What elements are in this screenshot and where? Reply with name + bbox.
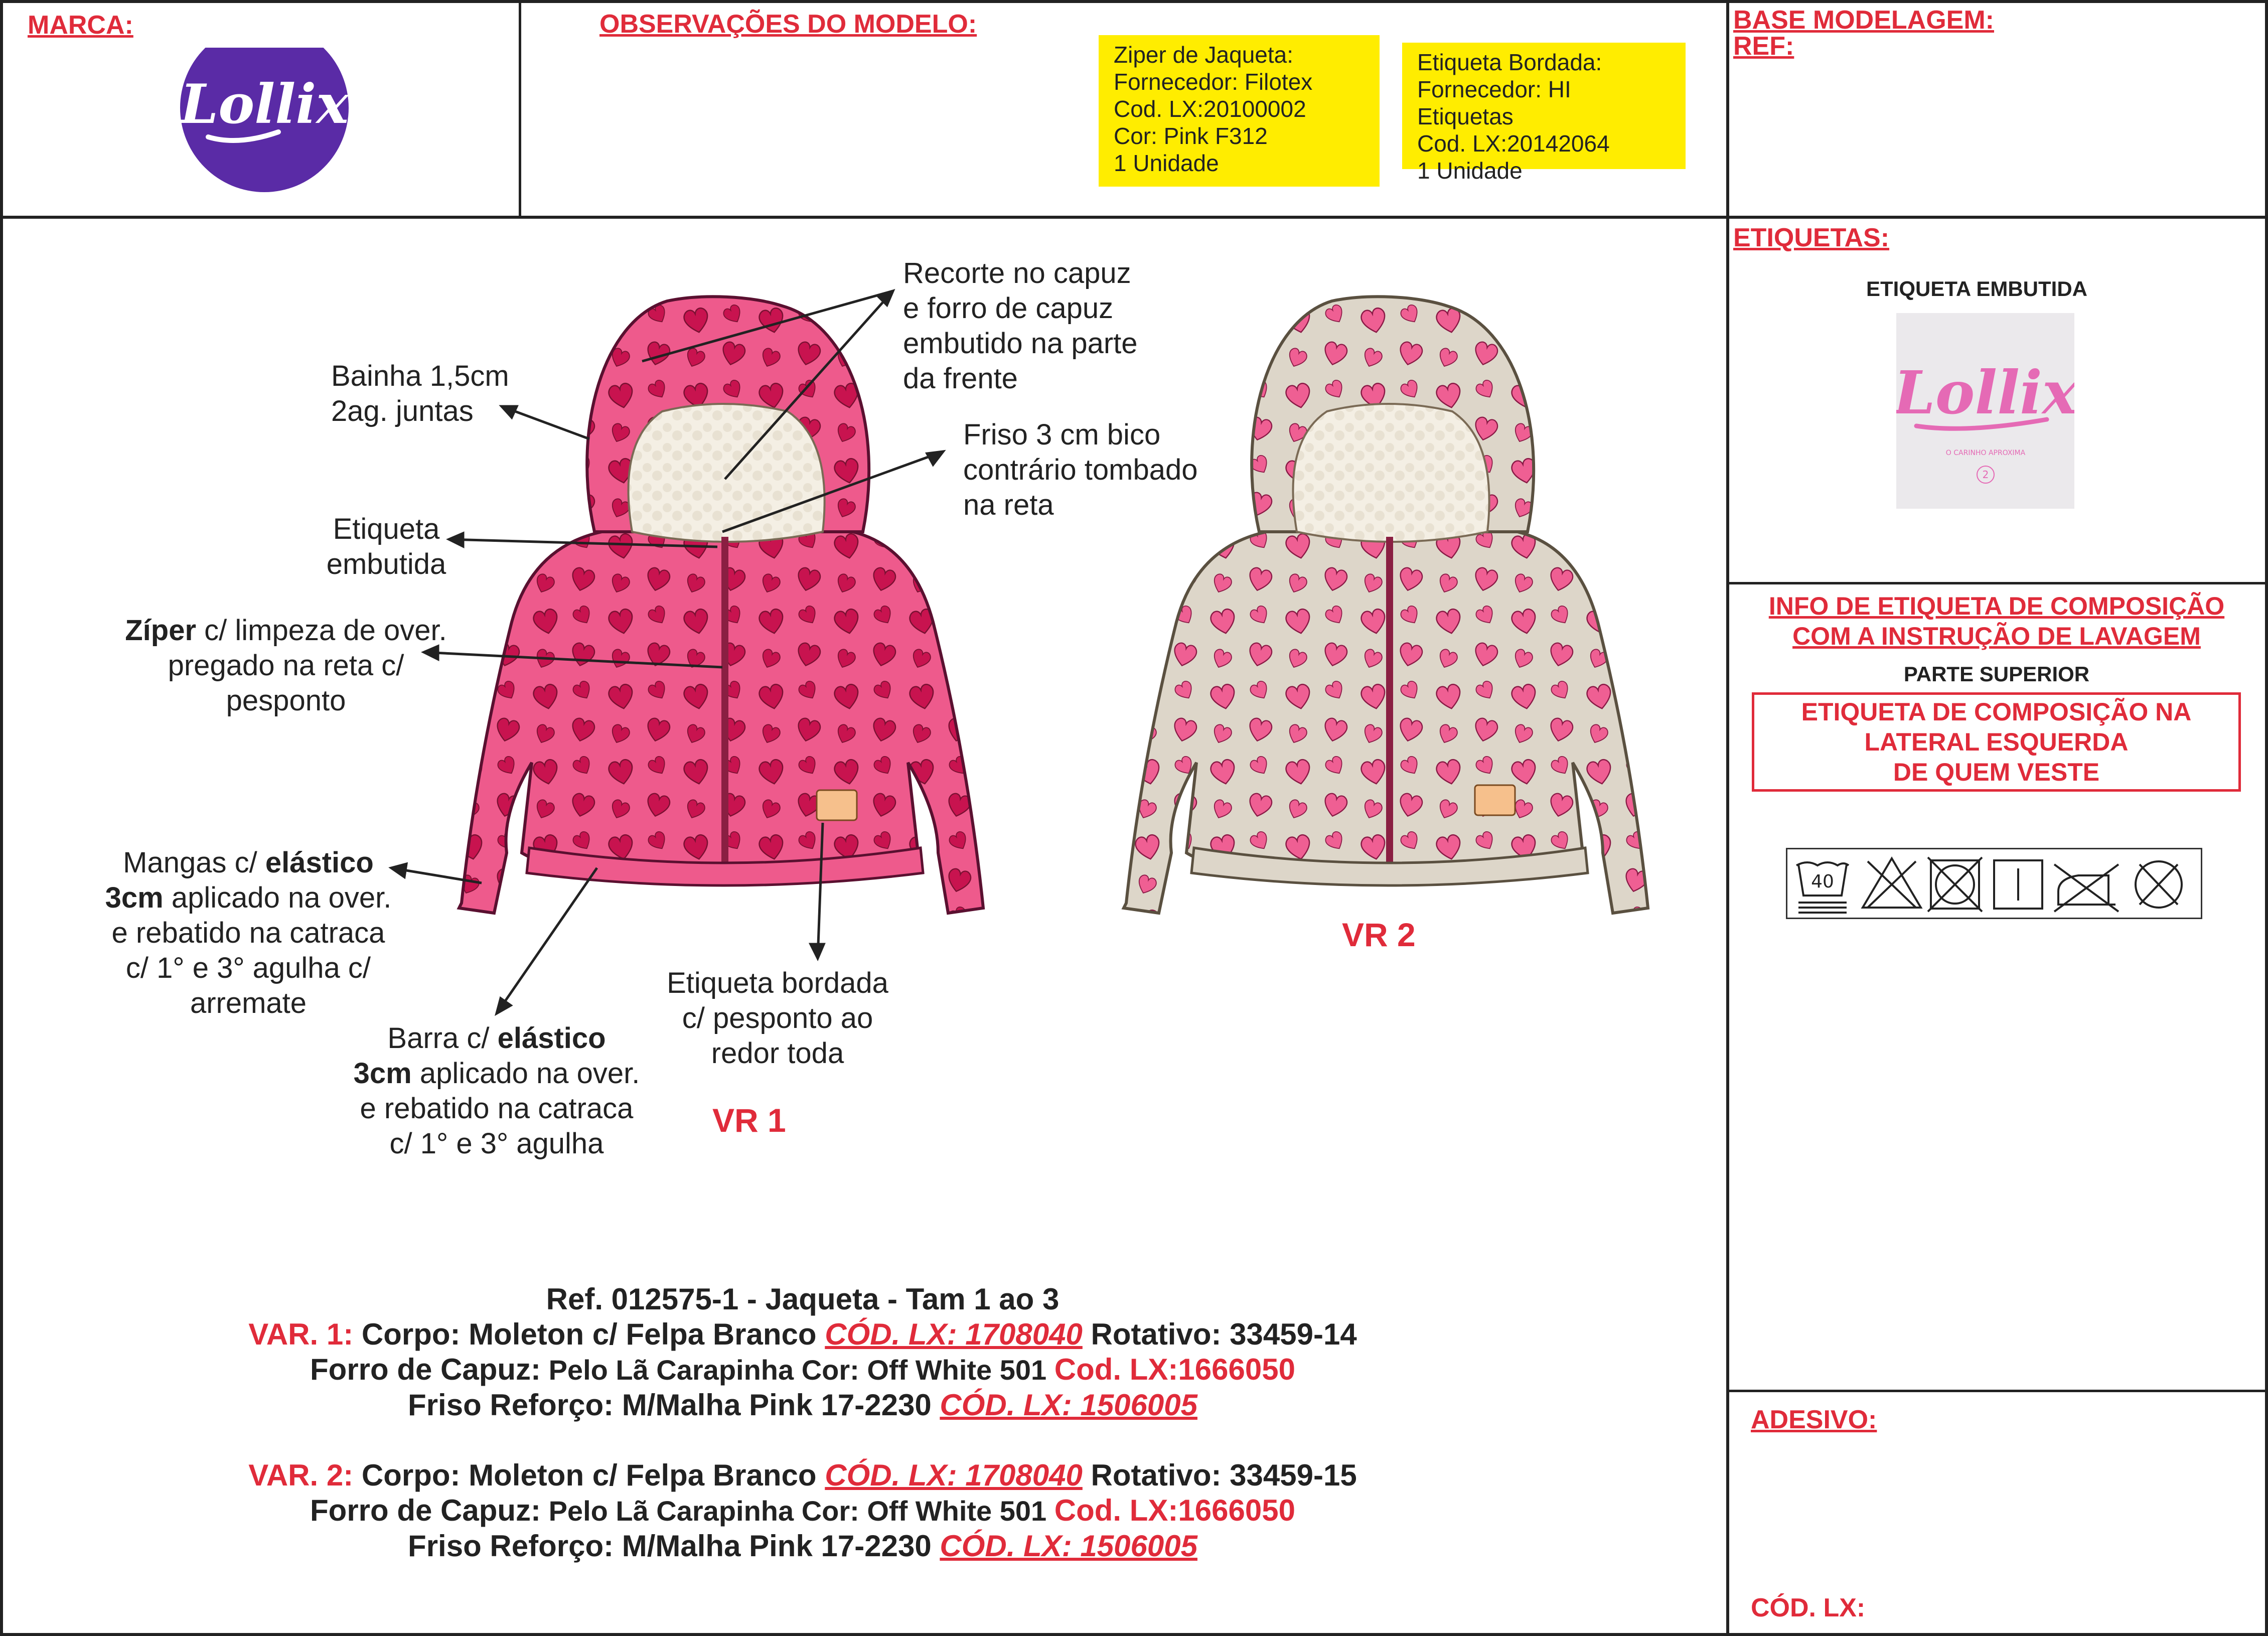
embedded-label-preview [1896,313,2074,509]
annotation-hem: Bainha 1,5cm 2ag. juntas [331,360,509,427]
annotation-inner-label: Etiqueta embutida [326,513,446,580]
brand-label: MARCA: [28,11,133,40]
composition-box: ETIQUETA DE COMPOSIÇÃO NA LATERAL ESQUERDA DE QUEM VESTE [1752,692,2241,792]
no-iron-icon [2054,864,2119,912]
model-notes-label: OBSERVAÇÕES DO MODELO: [599,10,977,39]
brand-logo-text: Lollix [180,73,349,136]
sidebar-h2 [1726,1390,2268,1392]
embedded-label-title: ETIQUETA EMBUTIDA [1866,277,2087,301]
composition-title: INFO DE ETIQUETA DE COMPOSIÇÃO COM A INSTRUÇÃO DE LAVAGEM [1768,592,2225,650]
wash-40-icon [1796,862,1849,913]
label-size: 2 [1982,469,1989,481]
ref-label: REF: [1733,32,1794,61]
no-dry-clean-icon [2136,861,2182,908]
annotation-hood-cut: Recorte no capuz e forro de capuz embutido na parte da frente [903,257,1138,395]
upper-part-label: PARTE SUPERIOR [1903,662,2090,686]
spec-ref: Ref. 012575-1 - Jaqueta - Tam 1 ao 3 [546,1282,1060,1316]
annotation-embroidered: Etiqueta bordada c/ pesponto ao redor toda [667,967,888,1070]
annotation-bar: Barra c/ elástico 3cm aplicado na over. e rebatido na catraca c/ 1° e 3° agulha [353,1022,640,1160]
no-bleach-icon [1863,858,1921,908]
label-tagline: O CARINHO APROXIMA [1945,449,2026,457]
care-symbols [1786,848,2202,919]
base-modeling-label: BASE MODELAGEM: [1733,6,1994,35]
embroidery-info-box: Etiqueta Bordada: Fornecedor: HI Etiquetas Cod. LX:20142064 1 Unidade [1402,43,1686,169]
vr1-label: VR 1 [712,1102,786,1139]
label-logo-text: Lollix [1896,358,2074,427]
line-dry-icon [1994,860,2042,909]
sticker-label: ADESIVO: [1751,1405,1877,1434]
spec-hood-lining-2: Forro de Capuz: Pelo Lã Carapinha Cor: Off White 501 Cod. LX:1666050 [310,1494,1295,1527]
spec-var2: VAR. 2: Corpo: Moleton c/ Felpa Branco CÓD. LX: 1708040 Rotativo: 33459-15 [248,1458,1357,1492]
zipper-info-box: Ziper de Jaqueta: Fornecedor: Filotex Cod. LX:20100002 Cor: Pink F312 1 Unidade [1099,35,1380,187]
spec-block [161,1282,1445,1564]
annotation-piping: Friso 3 cm bico contrário tombado na reta [963,418,1198,521]
svg-text:40: 40 [1811,871,1834,892]
no-tumble-dry-icon [1928,857,1982,912]
code-label: CÓD. LX: [1751,1593,1866,1622]
labels-title: ETIQUETAS: [1733,223,1890,252]
vr2-label: VR 2 [1342,916,1416,953]
spec-hood-lining-1: Forro de Capuz: Pelo Lã Carapinha Cor: Off White 501 Cod. LX:1666050 [310,1353,1295,1386]
sidebar-h1 [1726,582,2268,584]
spec-piping-1: Friso Reforço: M/Malha Pink 17-2230 CÓD. LX: 1506005 [408,1388,1197,1422]
spec-var1: VAR. 1: Corpo: Moleton c/ Felpa Branco CÓD. LX: 1708040 Rotativo: 33459-14 [248,1317,1357,1351]
annotation-sleeves: Mangas c/ elástico 3cm aplicado na over. e rebatido na catraca c/ 1° e 3° agulha c/ arremate [105,846,392,1019]
spec-piping-2: Friso Reforço: M/Malha Pink 17-2230 CÓD. LX: 1506005 [408,1529,1197,1563]
jacket-vr2 [1124,296,1648,913]
annotation-zipper: Zíper c/ limpeza de over. pregado na reta c/ pesponto [125,614,447,717]
